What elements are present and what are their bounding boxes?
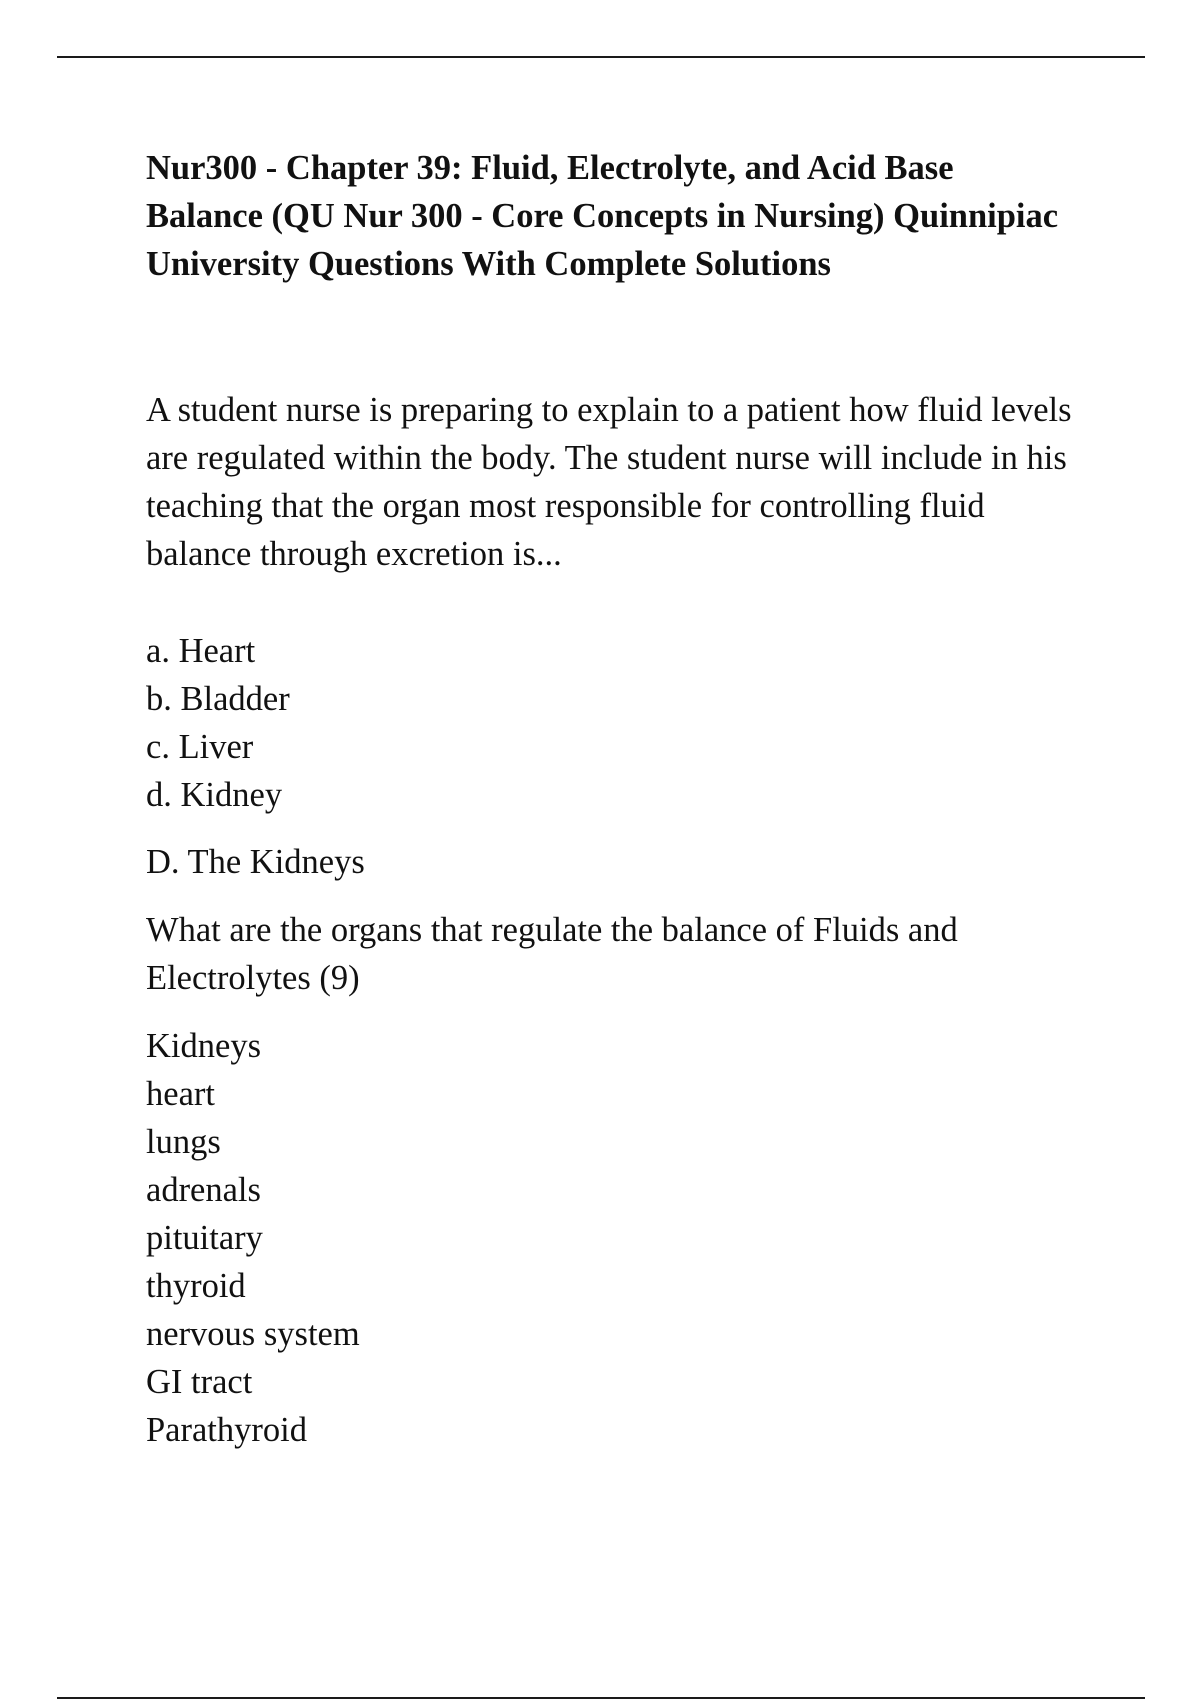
option-d: d. Kidney <box>146 776 283 814</box>
answer-item: pituitary <box>146 1219 263 1257</box>
option-b: b. Bladder <box>146 680 290 718</box>
option-a: a. Heart <box>146 632 256 670</box>
question-2-text: What are the organs that regulate the balance of Fluids and Electrolytes (9) <box>146 911 958 997</box>
question-1-answer: D. The Kidneys <box>146 843 365 881</box>
document-body <box>146 144 1076 1454</box>
answer-item: GI tract <box>146 1363 253 1401</box>
question-1-options <box>146 627 1076 819</box>
answer-item: Parathyroid <box>146 1411 307 1449</box>
option-c: c. Liver <box>146 728 254 766</box>
answer-item: Kidneys <box>146 1027 261 1065</box>
question-2-answer-list <box>146 1022 1076 1454</box>
answer-item: adrenals <box>146 1171 261 1209</box>
document-title: Nur300 - Chapter 39: Fluid, Electrolyte, and Acid Base Balance (QU Nur 300 - Core Concepts in Nursing) Quinnipiac University Questions With Complete Solutions <box>146 149 1059 283</box>
answer-item: thyroid <box>146 1267 246 1305</box>
top-divider <box>57 56 1145 58</box>
answer-item: lungs <box>146 1123 221 1161</box>
question-1-text: A student nurse is preparing to explain to a patient how fluid levels are regulated within the body. The student nurse will include in his teaching that the organ most responsible for controlling fluid balance through excretion is... <box>146 391 1072 573</box>
answer-item: heart <box>146 1075 215 1113</box>
bottom-divider <box>57 1697 1145 1699</box>
answer-item: nervous system <box>146 1315 360 1353</box>
